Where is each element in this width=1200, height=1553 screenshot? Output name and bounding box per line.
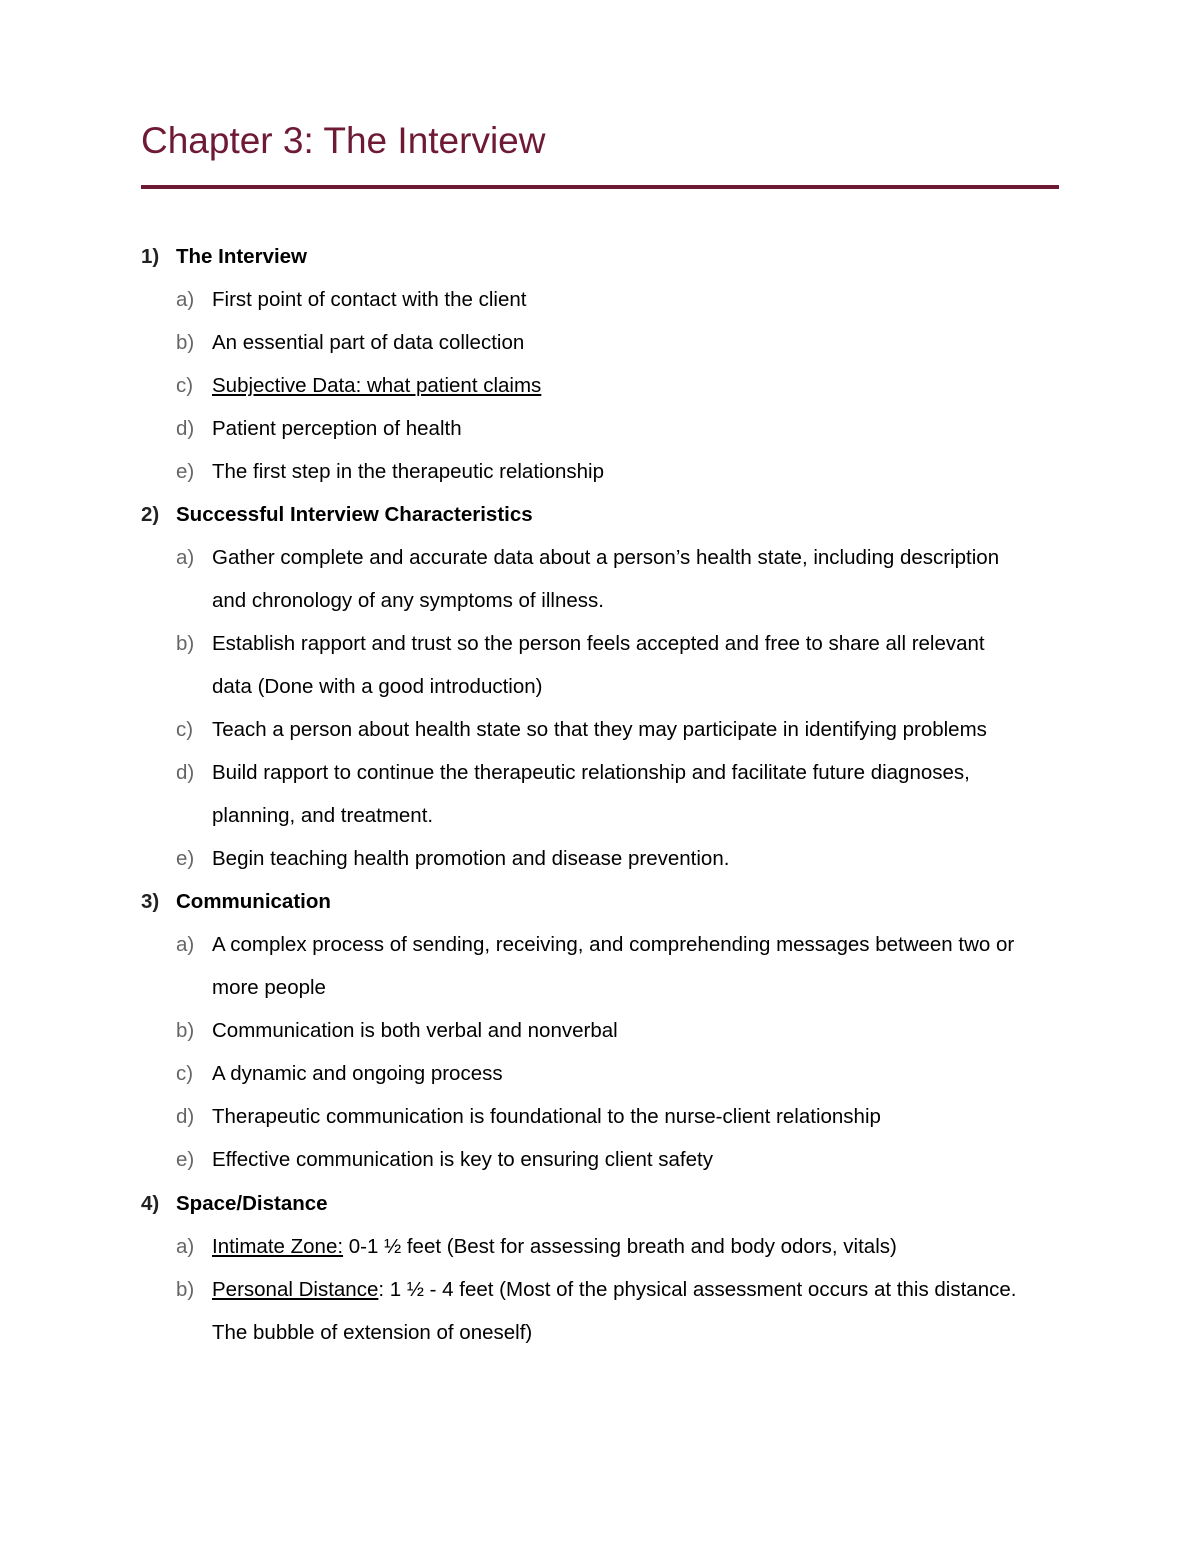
list-item-line: Build rapport to continue the therapeutic relationship and facilitate future diagnoses, xyxy=(212,761,970,784)
list-item-line: The bubble of extension of oneself) xyxy=(212,1321,533,1344)
list-marker: c) xyxy=(176,1062,194,1085)
list-item: A dynamic and ongoing process xyxy=(212,1062,503,1085)
section-heading: Space/Distance xyxy=(176,1192,328,1215)
list-item: An essential part of data collection xyxy=(212,331,525,354)
list-item xyxy=(212,1277,1016,1303)
term-description: 0-1 ½ feet (Best for assessing breath and body odors, vitals) xyxy=(343,1235,897,1258)
list-marker: b) xyxy=(176,1278,195,1301)
list-item-line: Establish rapport and trust so the person feels accepted and free to share all relevant xyxy=(212,632,985,655)
list-item-line: data (Done with a good introduction) xyxy=(212,675,543,698)
list-item: The first step in the therapeutic relationship xyxy=(212,460,604,483)
list-item: Effective communication is key to ensuring client safety xyxy=(212,1148,713,1171)
list-marker: b) xyxy=(176,632,195,655)
list-marker: e) xyxy=(176,1148,195,1171)
list-marker: a) xyxy=(176,1235,195,1258)
list-item-line: planning, and treatment. xyxy=(212,804,434,827)
list-marker: b) xyxy=(176,331,195,354)
term-personal-distance: Personal Distance xyxy=(212,1278,379,1301)
list-item: Patient perception of health xyxy=(212,417,462,440)
section-number: 4) xyxy=(141,1192,160,1215)
list-item xyxy=(212,1234,897,1260)
list-item: Teach a person about health state so that they may participate in identifying problems xyxy=(212,718,987,741)
list-marker: a) xyxy=(176,933,195,956)
list-item: Therapeutic communication is foundational to the nurse-client relationship xyxy=(212,1105,881,1128)
section-heading: Communication xyxy=(176,890,331,913)
list-marker: b) xyxy=(176,1019,195,1042)
list-marker: e) xyxy=(176,847,195,870)
list-marker: a) xyxy=(176,546,195,569)
list-marker: e) xyxy=(176,460,195,483)
section-heading: Successful Interview Characteristics xyxy=(176,503,533,526)
list-item: Begin teaching health promotion and disease prevention. xyxy=(212,847,730,870)
list-item-line: more people xyxy=(212,976,326,999)
title-divider xyxy=(141,185,1059,189)
list-item: Communication is both verbal and nonverbal xyxy=(212,1019,618,1042)
section-number: 3) xyxy=(141,890,160,913)
list-item-underlined: Subjective Data: what patient claims xyxy=(212,374,542,397)
list-item: First point of contact with the client xyxy=(212,288,527,311)
section-number: 2) xyxy=(141,503,160,526)
list-marker: c) xyxy=(176,718,194,741)
list-marker: a) xyxy=(176,288,195,311)
term-description: : 1 ½ - 4 feet (Most of the physical assessment occurs at this distance. xyxy=(378,1278,1017,1301)
section-heading: The Interview xyxy=(176,245,308,268)
term-intimate-zone: Intimate Zone: xyxy=(212,1235,344,1258)
list-marker: d) xyxy=(176,1105,195,1128)
list-marker: d) xyxy=(176,417,195,440)
list-item-line: A complex process of sending, receiving, and comprehending messages between two or xyxy=(212,933,1015,956)
list-marker: d) xyxy=(176,761,195,784)
list-marker: c) xyxy=(176,374,194,397)
list-item-line: Gather complete and accurate data about a person’s health state, including description xyxy=(212,546,1000,569)
list-item-line: and chronology of any symptoms of illness. xyxy=(212,589,604,612)
section-number: 1) xyxy=(141,245,160,268)
page-title: Chapter 3: The Interview xyxy=(141,120,546,161)
